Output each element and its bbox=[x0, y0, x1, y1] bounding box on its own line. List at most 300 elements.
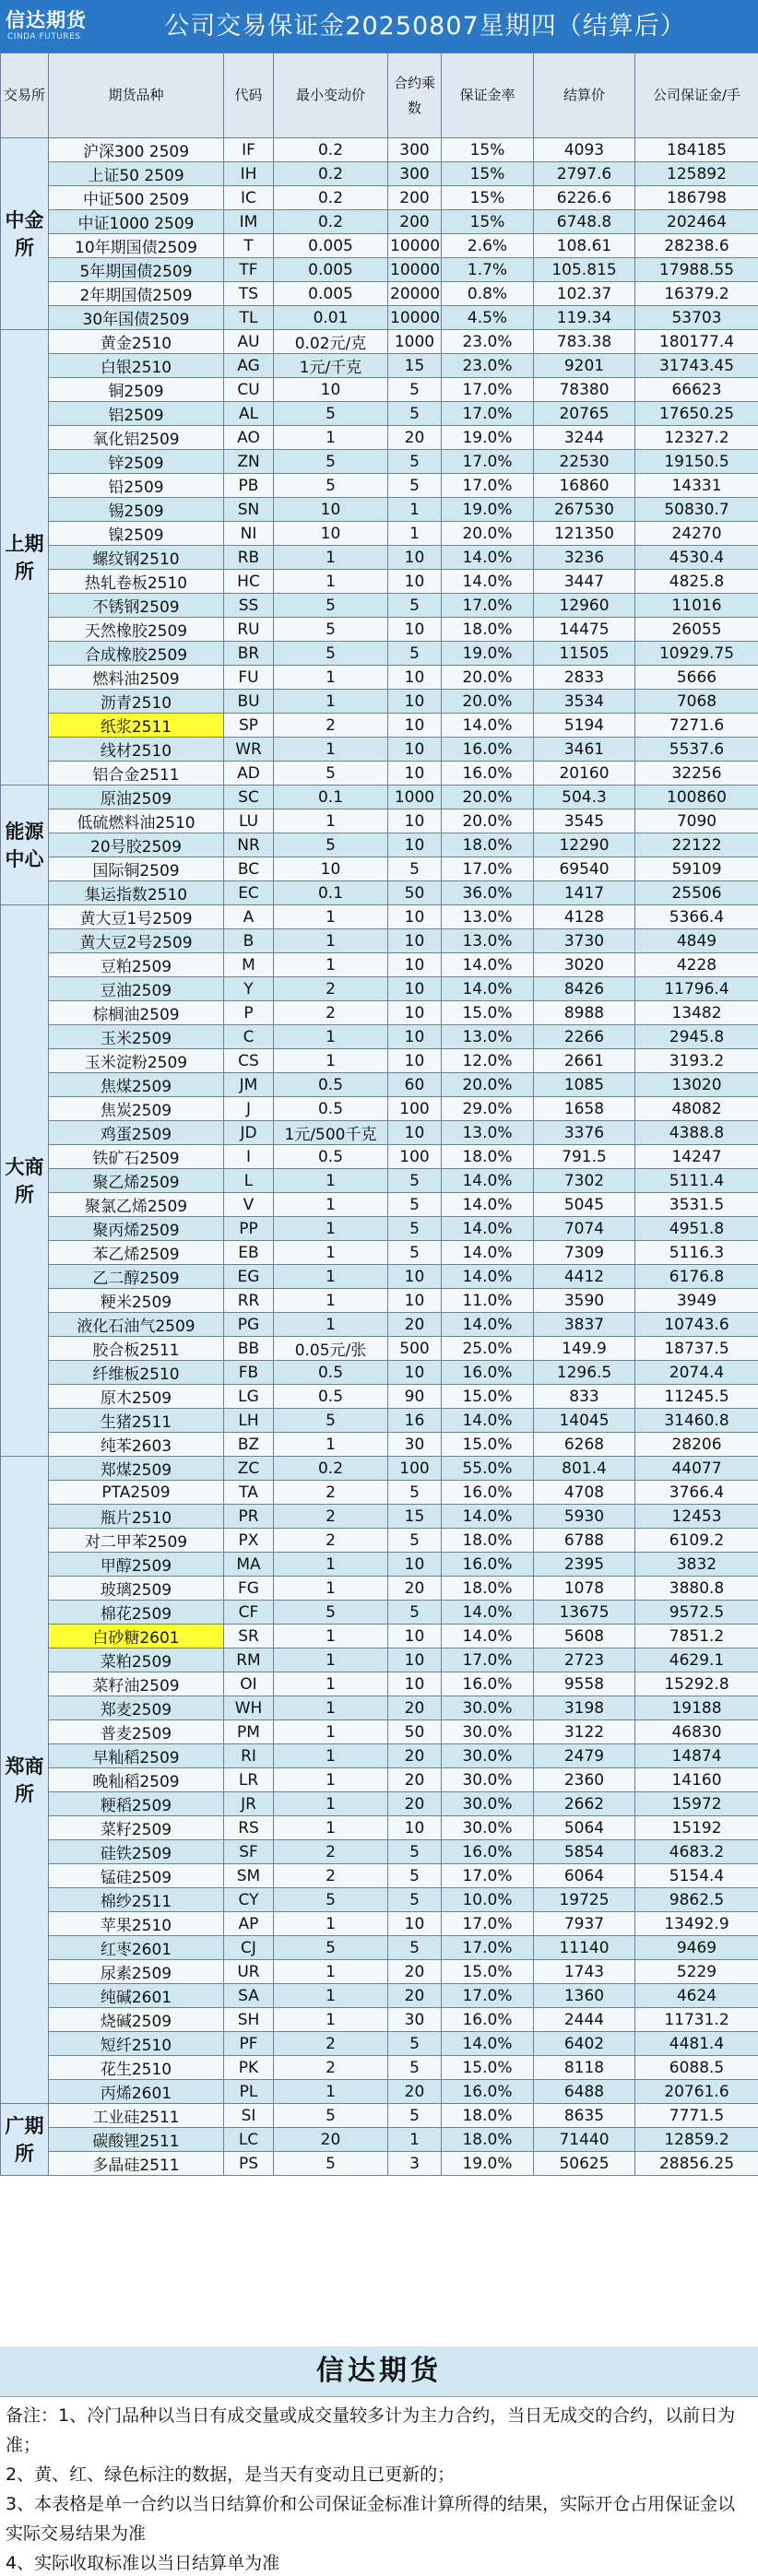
product-name-cell: 20号胶2509 bbox=[49, 833, 224, 857]
contract-multiplier-cell: 20 bbox=[388, 2080, 442, 2104]
contract-multiplier-cell: 10 bbox=[388, 1289, 442, 1313]
product-code-cell: JR bbox=[224, 1792, 274, 1816]
contract-multiplier-cell: 15 bbox=[388, 1505, 442, 1529]
table-row bbox=[1, 1337, 758, 1361]
min-tick-cell: 5 bbox=[274, 1601, 388, 1625]
table-row bbox=[1, 594, 758, 618]
contract-multiplier-cell: 10 bbox=[388, 1816, 442, 1840]
margin-per-lot-cell: 4629.1 bbox=[635, 1648, 758, 1672]
table-row bbox=[1, 1025, 758, 1049]
footer bbox=[0, 2346, 758, 2576]
min-tick-cell: 20 bbox=[274, 2128, 388, 2152]
table-row bbox=[1, 833, 758, 857]
contract-multiplier-cell: 5 bbox=[388, 1936, 442, 1960]
table-row bbox=[1, 330, 758, 354]
min-tick-cell: 0.05元/张 bbox=[274, 1337, 388, 1361]
table-row bbox=[1, 2104, 758, 2128]
product-name-cell: 晚籼稻2509 bbox=[49, 1768, 224, 1792]
table-row bbox=[1, 1505, 758, 1529]
table-row bbox=[1, 1864, 758, 1888]
margin-per-lot-cell: 9572.5 bbox=[635, 1601, 758, 1625]
table-row bbox=[1, 1289, 758, 1313]
product-code-cell: SI bbox=[224, 2104, 274, 2128]
contract-multiplier-cell: 10000 bbox=[388, 306, 442, 330]
table-row bbox=[1, 809, 758, 833]
product-name-cell: 纤维板2510 bbox=[49, 1361, 224, 1385]
product-code-cell: SM bbox=[224, 1864, 274, 1888]
product-code-cell: V bbox=[224, 1193, 274, 1217]
min-tick-cell: 1 bbox=[274, 953, 388, 977]
settlement-price-cell: 9558 bbox=[534, 1672, 635, 1696]
margin-rate-cell: 18.0% bbox=[442, 1529, 534, 1553]
table-row bbox=[1, 1265, 758, 1289]
contract-multiplier-cell: 5 bbox=[388, 1193, 442, 1217]
product-name-cell: 铝2509 bbox=[49, 402, 224, 426]
min-tick-cell: 1 bbox=[274, 1217, 388, 1241]
margin-rate-cell: 30.0% bbox=[442, 1696, 534, 1720]
product-name-cell: 碳酸锂2511 bbox=[49, 2128, 224, 2152]
table-body bbox=[1, 138, 758, 2176]
product-name-cell: 天然橡胶2509 bbox=[49, 618, 224, 642]
min-tick-cell: 1 bbox=[274, 1241, 388, 1265]
margin-per-lot-cell: 3949 bbox=[635, 1289, 758, 1313]
product-name-cell: 苹果2510 bbox=[49, 1912, 224, 1936]
contract-multiplier-cell: 5 bbox=[388, 2032, 442, 2056]
settlement-price-cell: 833 bbox=[534, 1385, 635, 1409]
margin-per-lot-cell: 7271.6 bbox=[635, 714, 758, 738]
settlement-price-cell: 7309 bbox=[534, 1241, 635, 1265]
contract-multiplier-cell: 60 bbox=[388, 1073, 442, 1097]
margin-per-lot-cell: 25506 bbox=[635, 881, 758, 905]
margin-per-lot-cell: 7090 bbox=[635, 809, 758, 833]
table-row bbox=[1, 1625, 758, 1648]
contract-multiplier-cell: 10 bbox=[388, 738, 442, 762]
table-row bbox=[1, 402, 758, 426]
product-code-cell: EC bbox=[224, 881, 274, 905]
table-row bbox=[1, 1936, 758, 1960]
table-row bbox=[1, 1073, 758, 1097]
product-name-cell: 铁矿石2509 bbox=[49, 1145, 224, 1169]
table-row bbox=[1, 857, 758, 881]
contract-multiplier-cell: 30 bbox=[388, 1433, 442, 1457]
min-tick-cell: 1 bbox=[274, 690, 388, 714]
table-row bbox=[1, 1361, 758, 1385]
margin-rate-cell: 14.0% bbox=[442, 714, 534, 738]
product-name-cell: 聚乙烯2509 bbox=[49, 1169, 224, 1193]
table-row bbox=[1, 762, 758, 786]
contract-multiplier-cell: 10 bbox=[388, 1049, 442, 1073]
product-name-cell: 棕榈油2509 bbox=[49, 1001, 224, 1025]
settlement-price-cell: 102.37 bbox=[534, 282, 635, 306]
product-name-cell: 白砂糖2601 bbox=[49, 1625, 224, 1648]
product-name-cell: 粳米2509 bbox=[49, 1289, 224, 1313]
min-tick-cell: 1元/500千克 bbox=[274, 1121, 388, 1145]
margin-rate-cell: 30.0% bbox=[442, 1720, 534, 1744]
note-line: 4、实际收取标准以当日结算单为准 bbox=[6, 2553, 280, 2573]
margin-rate-cell: 16.0% bbox=[442, 762, 534, 786]
margin-per-lot-cell: 6088.5 bbox=[635, 2056, 758, 2080]
margin-per-lot-cell: 5111.4 bbox=[635, 1169, 758, 1193]
contract-multiplier-cell: 100 bbox=[388, 1097, 442, 1121]
product-code-cell: PF bbox=[224, 2032, 274, 2056]
product-name-cell: 豆油2509 bbox=[49, 977, 224, 1001]
margin-per-lot-cell: 5116.3 bbox=[635, 1241, 758, 1265]
settlement-price-cell: 801.4 bbox=[534, 1457, 635, 1481]
contract-multiplier-cell: 5 bbox=[388, 594, 442, 618]
min-tick-cell: 5 bbox=[274, 1936, 388, 1960]
table-row bbox=[1, 1481, 758, 1505]
min-tick-cell: 1 bbox=[274, 2008, 388, 2032]
col-header-multiplier: 合约乘数 bbox=[388, 53, 442, 138]
product-code-cell: RM bbox=[224, 1648, 274, 1672]
margin-per-lot-cell: 53703 bbox=[635, 306, 758, 330]
settlement-price-cell: 2797.6 bbox=[534, 162, 635, 186]
table-row bbox=[1, 450, 758, 474]
product-name-cell: 黄金2510 bbox=[49, 330, 224, 354]
product-code-cell: TA bbox=[224, 1481, 274, 1505]
contract-multiplier-cell: 10 bbox=[388, 929, 442, 953]
min-tick-cell: 5 bbox=[274, 474, 388, 498]
margin-rate-cell: 19.0% bbox=[442, 498, 534, 522]
table-header-row bbox=[1, 53, 758, 138]
table-row bbox=[1, 977, 758, 1001]
margin-per-lot-cell: 24270 bbox=[635, 522, 758, 546]
contract-multiplier-cell: 100 bbox=[388, 1145, 442, 1169]
exchange-cell: 广期所 bbox=[1, 2104, 49, 2176]
page-title: 公司交易保证金20250807星期四（结算后） bbox=[164, 12, 686, 41]
margin-rate-cell: 17.0% bbox=[442, 474, 534, 498]
product-code-cell: CY bbox=[224, 1888, 274, 1912]
contract-multiplier-cell: 5 bbox=[388, 1241, 442, 1265]
table-row bbox=[1, 354, 758, 378]
product-code-cell: AG bbox=[224, 354, 274, 378]
product-name-cell: 菜籽2509 bbox=[49, 1816, 224, 1840]
min-tick-cell: 0.2 bbox=[274, 1457, 388, 1481]
settlement-price-cell: 3122 bbox=[534, 1720, 635, 1744]
margin-rate-cell: 15% bbox=[442, 186, 534, 210]
contract-multiplier-cell: 10 bbox=[388, 1648, 442, 1672]
margin-per-lot-cell: 4228 bbox=[635, 953, 758, 977]
min-tick-cell: 5 bbox=[274, 833, 388, 857]
settlement-price-cell: 6226.6 bbox=[534, 186, 635, 210]
margin-per-lot-cell: 28856.25 bbox=[635, 2152, 758, 2176]
margin-per-lot-cell: 125892 bbox=[635, 162, 758, 186]
product-code-cell: PM bbox=[224, 1720, 274, 1744]
settlement-price-cell: 119.34 bbox=[534, 306, 635, 330]
margin-rate-cell: 18.0% bbox=[442, 2104, 534, 2128]
product-name-cell: PTA2509 bbox=[49, 1481, 224, 1505]
margin-rate-cell: 14.0% bbox=[442, 977, 534, 1001]
settlement-price-cell: 5608 bbox=[534, 1625, 635, 1648]
contract-multiplier-cell: 10 bbox=[388, 1025, 442, 1049]
margin-per-lot-cell: 9862.5 bbox=[635, 1888, 758, 1912]
product-name-cell: 工业硅2511 bbox=[49, 2104, 224, 2128]
table-row bbox=[1, 1768, 758, 1792]
table-row bbox=[1, 1601, 758, 1625]
margin-rate-cell: 14.0% bbox=[442, 1217, 534, 1241]
min-tick-cell: 0.2 bbox=[274, 162, 388, 186]
contract-multiplier-cell: 10 bbox=[388, 953, 442, 977]
min-tick-cell: 2 bbox=[274, 1001, 388, 1025]
table-row bbox=[1, 1457, 758, 1481]
contract-multiplier-cell: 10 bbox=[388, 1672, 442, 1696]
contract-multiplier-cell: 5 bbox=[388, 402, 442, 426]
min-tick-cell: 5 bbox=[274, 618, 388, 642]
margin-rate-cell: 4.5% bbox=[442, 306, 534, 330]
settlement-price-cell: 4412 bbox=[534, 1265, 635, 1289]
settlement-price-cell: 1078 bbox=[534, 1577, 635, 1601]
settlement-price-cell: 6402 bbox=[534, 2032, 635, 2056]
margin-rate-cell: 14.0% bbox=[442, 953, 534, 977]
min-tick-cell: 1 bbox=[274, 666, 388, 690]
margin-rate-cell: 18.0% bbox=[442, 833, 534, 857]
margin-rate-cell: 13.0% bbox=[442, 1121, 534, 1145]
margin-per-lot-cell: 180177.4 bbox=[635, 330, 758, 354]
margin-per-lot-cell: 4825.8 bbox=[635, 570, 758, 594]
margin-per-lot-cell: 6109.2 bbox=[635, 1529, 758, 1553]
settlement-price-cell: 11140 bbox=[534, 1936, 635, 1960]
table-row bbox=[1, 570, 758, 594]
table-row bbox=[1, 786, 758, 809]
margin-rate-cell: 18.0% bbox=[442, 2128, 534, 2152]
product-code-cell: AL bbox=[224, 402, 274, 426]
contract-multiplier-cell: 20 bbox=[388, 1696, 442, 1720]
margin-per-lot-cell: 26055 bbox=[635, 618, 758, 642]
settlement-price-cell: 7937 bbox=[534, 1912, 635, 1936]
product-code-cell: C bbox=[224, 1025, 274, 1049]
settlement-price-cell: 1658 bbox=[534, 1097, 635, 1121]
settlement-price-cell: 783.38 bbox=[534, 330, 635, 354]
footer-notes bbox=[0, 2397, 758, 2576]
min-tick-cell: 1 bbox=[274, 1648, 388, 1672]
contract-multiplier-cell: 20000 bbox=[388, 282, 442, 306]
contract-multiplier-cell: 1 bbox=[388, 498, 442, 522]
settlement-price-cell: 6268 bbox=[534, 1433, 635, 1457]
contract-multiplier-cell: 500 bbox=[388, 1337, 442, 1361]
product-name-cell: 丙烯2601 bbox=[49, 2080, 224, 2104]
table-row bbox=[1, 714, 758, 738]
exchange-cell: 大商所 bbox=[1, 905, 49, 1457]
contract-multiplier-cell: 5 bbox=[388, 450, 442, 474]
margin-per-lot-cell: 14874 bbox=[635, 1744, 758, 1768]
contract-multiplier-cell: 10 bbox=[388, 570, 442, 594]
contract-multiplier-cell: 30 bbox=[388, 2008, 442, 2032]
settlement-price-cell: 3590 bbox=[534, 1289, 635, 1313]
settlement-price-cell: 20160 bbox=[534, 762, 635, 786]
table-row bbox=[1, 690, 758, 714]
min-tick-cell: 2 bbox=[274, 1840, 388, 1864]
settlement-price-cell: 504.3 bbox=[534, 786, 635, 809]
table-row bbox=[1, 1097, 758, 1121]
contract-multiplier-cell: 10 bbox=[388, 977, 442, 1001]
settlement-price-cell: 6788 bbox=[534, 1529, 635, 1553]
contract-multiplier-cell: 10 bbox=[388, 1912, 442, 1936]
settlement-price-cell: 267530 bbox=[534, 498, 635, 522]
table-row bbox=[1, 1648, 758, 1672]
table-row bbox=[1, 498, 758, 522]
min-tick-cell: 2 bbox=[274, 1864, 388, 1888]
product-code-cell: SR bbox=[224, 1625, 274, 1648]
product-code-cell: CF bbox=[224, 1601, 274, 1625]
contract-multiplier-cell: 10 bbox=[388, 546, 442, 570]
margin-per-lot-cell: 2074.4 bbox=[635, 1361, 758, 1385]
margin-rate-cell: 14.0% bbox=[442, 570, 534, 594]
settlement-price-cell: 7302 bbox=[534, 1169, 635, 1193]
product-name-cell: 燃料油2509 bbox=[49, 666, 224, 690]
settlement-price-cell: 1296.5 bbox=[534, 1361, 635, 1385]
product-code-cell: BB bbox=[224, 1337, 274, 1361]
product-name-cell: 2年期国债2509 bbox=[49, 282, 224, 306]
min-tick-cell: 1 bbox=[274, 1912, 388, 1936]
contract-multiplier-cell: 20 bbox=[388, 1577, 442, 1601]
min-tick-cell: 1 bbox=[274, 1696, 388, 1720]
margin-per-lot-cell: 44077 bbox=[635, 1457, 758, 1481]
margin-rate-cell: 30.0% bbox=[442, 1816, 534, 1840]
min-tick-cell: 1 bbox=[274, 1816, 388, 1840]
contract-multiplier-cell: 1000 bbox=[388, 330, 442, 354]
product-name-cell: 低硫燃料油2510 bbox=[49, 809, 224, 833]
product-name-cell: 聚丙烯2509 bbox=[49, 1217, 224, 1241]
margin-rate-cell: 19.0% bbox=[442, 642, 534, 666]
product-code-cell: Y bbox=[224, 977, 274, 1001]
margin-per-lot-cell: 3766.4 bbox=[635, 1481, 758, 1505]
product-name-cell: 苯乙烯2509 bbox=[49, 1241, 224, 1265]
contract-multiplier-cell: 5 bbox=[388, 1601, 442, 1625]
product-code-cell: WH bbox=[224, 1696, 274, 1720]
margin-rate-cell: 23.0% bbox=[442, 354, 534, 378]
settlement-price-cell: 16860 bbox=[534, 474, 635, 498]
product-code-cell: BU bbox=[224, 690, 274, 714]
min-tick-cell: 10 bbox=[274, 498, 388, 522]
settlement-price-cell: 5930 bbox=[534, 1505, 635, 1529]
margin-per-lot-cell: 5154.4 bbox=[635, 1864, 758, 1888]
settlement-price-cell: 13675 bbox=[534, 1601, 635, 1625]
margin-rate-cell: 20.0% bbox=[442, 786, 534, 809]
margin-rate-cell: 20.0% bbox=[442, 809, 534, 833]
contract-multiplier-cell: 300 bbox=[388, 138, 442, 162]
margin-rate-cell: 13.0% bbox=[442, 1025, 534, 1049]
table-row bbox=[1, 1217, 758, 1241]
product-name-cell: 原木2509 bbox=[49, 1385, 224, 1409]
product-name-cell: 生猪2511 bbox=[49, 1409, 224, 1433]
contract-multiplier-cell: 10000 bbox=[388, 234, 442, 258]
logo-subtext: CINDA FUTURES bbox=[7, 32, 81, 41]
min-tick-cell: 1 bbox=[274, 1744, 388, 1768]
min-tick-cell: 0.005 bbox=[274, 258, 388, 282]
contract-multiplier-cell: 10 bbox=[388, 618, 442, 642]
contract-multiplier-cell: 10 bbox=[388, 1001, 442, 1025]
product-name-cell: 玉米淀粉2509 bbox=[49, 1049, 224, 1073]
min-tick-cell: 0.5 bbox=[274, 1097, 388, 1121]
min-tick-cell: 1 bbox=[274, 1265, 388, 1289]
product-name-cell: 焦煤2509 bbox=[49, 1073, 224, 1097]
contract-multiplier-cell: 50 bbox=[388, 881, 442, 905]
margin-rate-cell: 20.0% bbox=[442, 522, 534, 546]
settlement-price-cell: 3730 bbox=[534, 929, 635, 953]
contract-multiplier-cell: 20 bbox=[388, 1960, 442, 1984]
margin-per-lot-cell: 28206 bbox=[635, 1433, 758, 1457]
settlement-price-cell: 22530 bbox=[534, 450, 635, 474]
contract-multiplier-cell: 1 bbox=[388, 2128, 442, 2152]
product-code-cell: AO bbox=[224, 426, 274, 450]
table-row bbox=[1, 1912, 758, 1936]
table-row bbox=[1, 1409, 758, 1433]
settlement-price-cell: 2661 bbox=[534, 1049, 635, 1073]
product-code-cell: CU bbox=[224, 378, 274, 402]
margin-rate-cell: 25.0% bbox=[442, 1337, 534, 1361]
margin-rate-cell: 14.0% bbox=[442, 2032, 534, 2056]
product-code-cell: IF bbox=[224, 138, 274, 162]
product-name-cell: 上证50 2509 bbox=[49, 162, 224, 186]
product-code-cell: UR bbox=[224, 1960, 274, 1984]
settlement-price-cell: 108.61 bbox=[534, 234, 635, 258]
margin-rate-cell: 15% bbox=[442, 162, 534, 186]
col-header-tick: 最小变动价 bbox=[274, 53, 388, 138]
margin-rate-cell: 19.0% bbox=[442, 426, 534, 450]
margin-rate-cell: 55.0% bbox=[442, 1457, 534, 1481]
table-row bbox=[1, 210, 758, 234]
margin-per-lot-cell: 17988.55 bbox=[635, 258, 758, 282]
contract-multiplier-cell: 10 bbox=[388, 1553, 442, 1577]
min-tick-cell: 5 bbox=[274, 450, 388, 474]
margin-rate-cell: 20.0% bbox=[442, 1073, 534, 1097]
min-tick-cell: 0.1 bbox=[274, 786, 388, 809]
settlement-price-cell: 2662 bbox=[534, 1792, 635, 1816]
col-header-exchange: 交易所 bbox=[1, 53, 49, 138]
contract-multiplier-cell: 10 bbox=[388, 1121, 442, 1145]
margin-rate-cell: 16.0% bbox=[442, 1481, 534, 1505]
settlement-price-cell: 3236 bbox=[534, 546, 635, 570]
margin-rate-cell: 16.0% bbox=[442, 1361, 534, 1385]
margin-per-lot-cell: 12327.2 bbox=[635, 426, 758, 450]
min-tick-cell: 1元/千克 bbox=[274, 354, 388, 378]
settlement-price-cell: 78380 bbox=[534, 378, 635, 402]
settlement-price-cell: 11505 bbox=[534, 642, 635, 666]
product-code-cell: NR bbox=[224, 833, 274, 857]
table-row bbox=[1, 234, 758, 258]
margin-per-lot-cell: 202464 bbox=[635, 210, 758, 234]
margin-per-lot-cell: 14247 bbox=[635, 1145, 758, 1169]
contract-multiplier-cell: 5 bbox=[388, 1169, 442, 1193]
min-tick-cell: 1 bbox=[274, 426, 388, 450]
product-name-cell: 玻璃2509 bbox=[49, 1577, 224, 1601]
product-name-cell: 胶合板2511 bbox=[49, 1337, 224, 1361]
product-code-cell: SC bbox=[224, 786, 274, 809]
contract-multiplier-cell: 5 bbox=[388, 2104, 442, 2128]
settlement-price-cell: 5194 bbox=[534, 714, 635, 738]
contract-multiplier-cell: 5 bbox=[388, 1217, 442, 1241]
min-tick-cell: 1 bbox=[274, 1553, 388, 1577]
product-code-cell: PR bbox=[224, 1505, 274, 1529]
margin-per-lot-cell: 15292.8 bbox=[635, 1672, 758, 1696]
min-tick-cell: 0.5 bbox=[274, 1145, 388, 1169]
settlement-price-cell: 3545 bbox=[534, 809, 635, 833]
margin-per-lot-cell: 11245.5 bbox=[635, 1385, 758, 1409]
product-name-cell: 粳稻2509 bbox=[49, 1792, 224, 1816]
settlement-price-cell: 4708 bbox=[534, 1481, 635, 1505]
margin-per-lot-cell: 48082 bbox=[635, 1097, 758, 1121]
min-tick-cell: 2 bbox=[274, 977, 388, 1001]
contract-multiplier-cell: 5 bbox=[388, 1864, 442, 1888]
margin-rate-cell: 15.0% bbox=[442, 1433, 534, 1457]
margin-rate-cell: 30.0% bbox=[442, 1744, 534, 1768]
margin-rate-cell: 14.0% bbox=[442, 1169, 534, 1193]
settlement-price-cell: 3198 bbox=[534, 1696, 635, 1720]
table-row bbox=[1, 1553, 758, 1577]
contract-multiplier-cell: 5 bbox=[388, 378, 442, 402]
min-tick-cell: 5 bbox=[274, 762, 388, 786]
settlement-price-cell: 149.9 bbox=[534, 1337, 635, 1361]
